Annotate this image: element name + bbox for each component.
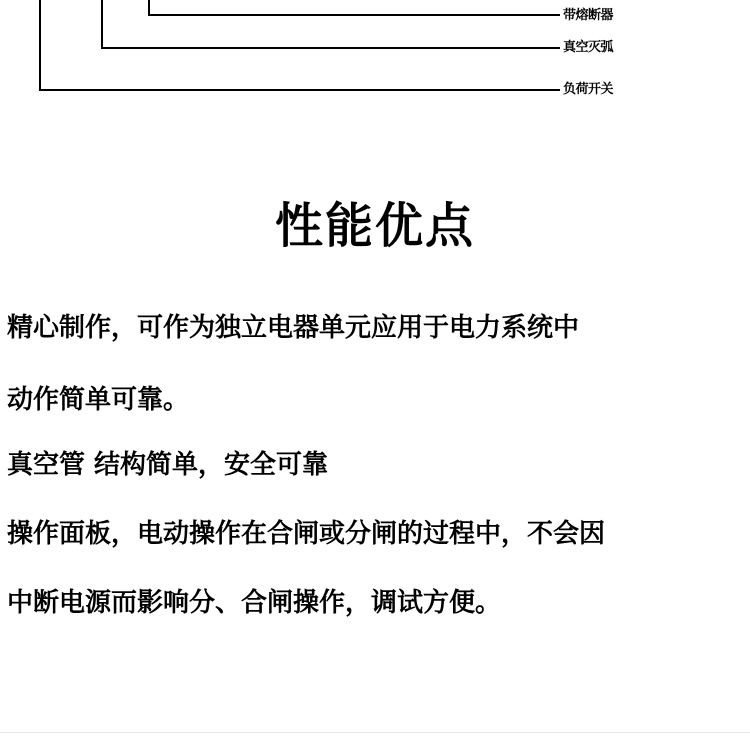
paragraph-line-1: 精心制作，可作为独立电器单元应用于电力系统中: [7, 313, 580, 343]
paragraph-line-2: 动作简单可靠。: [7, 385, 190, 415]
callout-diagram: [0, 0, 750, 110]
paragraph-line-5: 中断电源而影响分、合闸操作，调试方便。: [7, 588, 502, 618]
label-fuse: 带熔断器: [563, 8, 614, 23]
label-load-switch: 负荷开关: [563, 82, 614, 97]
callout-lines: [0, 0, 750, 110]
bottom-divider: [0, 732, 750, 733]
paragraph-line-4: 操作面板，电动操作在合闸或分闸的过程中，不会因: [7, 519, 606, 549]
section-title: 性能优点: [274, 198, 475, 254]
label-vacuum-arc: 真空灭弧: [563, 40, 614, 55]
paragraph-line-3: 真空管 结构简单，安全可靠: [7, 450, 329, 480]
